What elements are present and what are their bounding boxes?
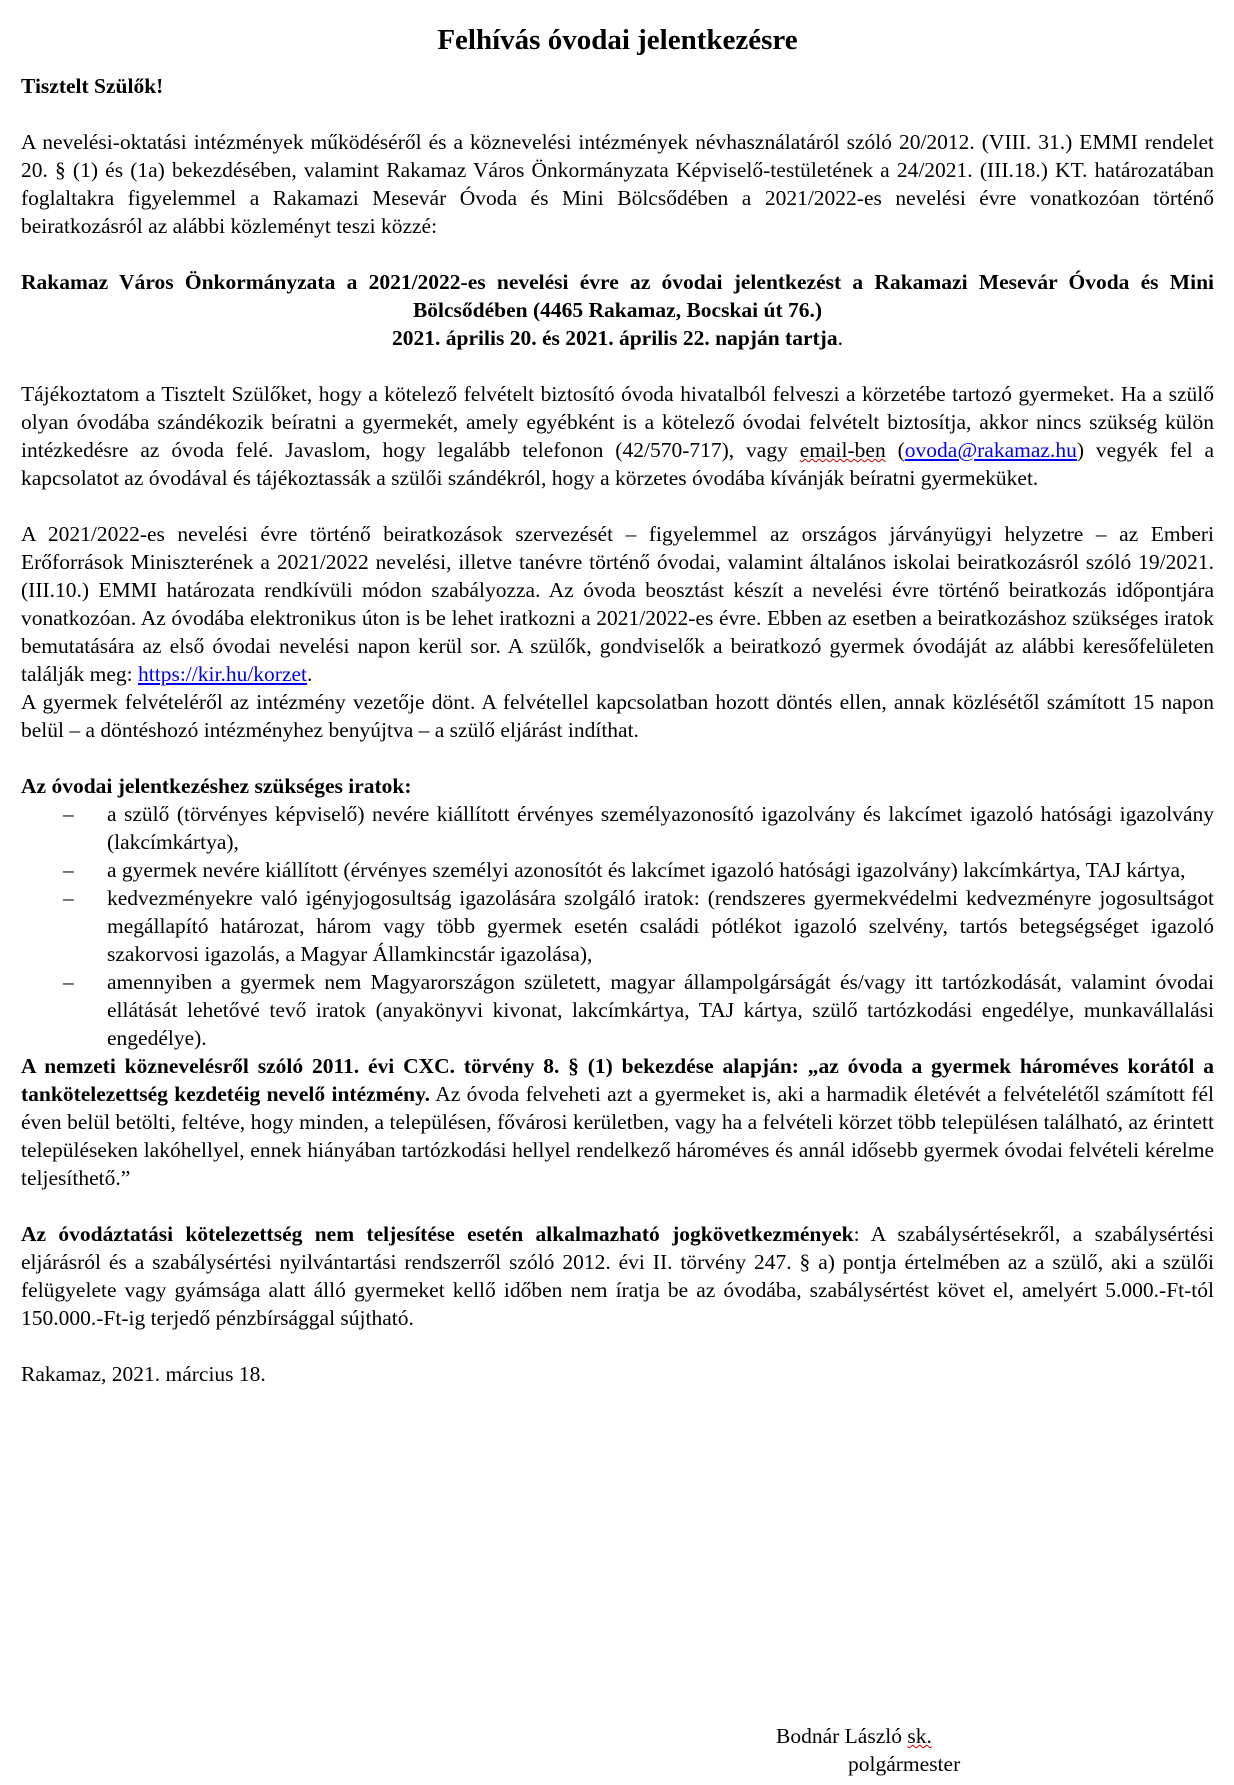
documents-list (21, 800, 1214, 1052)
document-title: Felhívás óvodai jelentkezésre (437, 24, 798, 56)
kir-link[interactable]: https://kir.hu/korzet (138, 662, 308, 686)
announcement-paragraph (21, 268, 1214, 324)
list-item: – a szülő (törvényes képviselő) nevére kiállított érvényes személyazonosító igazolvány és lakcímet igazoló hatósági igazolvány (lakcímkártya), (63, 802, 1214, 854)
list-item: – kedvezményekre való igényjogosultság igazolására szolgáló iratok: (rendszeres gyermekvédelmi kedvezményre jogosultságot megállapító határozat, három vagy több gyermek esetén családi pótlékot igazoló szelvény, tartós betegségséget igazoló szakorvosi igazolás, a Magyar Államkincstár igazolása), (63, 886, 1214, 966)
list-item: – a gyermek nevére kiállított (érvényes személyi azonosítót és lakcímet igazoló hatósági igazolvány) lakcímkártya, TAJ kártya, (63, 858, 1186, 882)
info-paragraph: Tájékoztatom a Tisztelt Szülőket, hogy a kötelező felvételt biztosító óvoda hivatalból felveszi a körzetébe tartozó gyermeket. Ha a szülő olyan óvodába szándékozik beíratni a gyermekét, amely egyébként is a kötelező óvodai felvételt biztosítja, akkor nincs szükség külön intézkedésre az óvoda felé. Javaslom, hogy legalább telefonon (42/570-717), vagy email-ben (ovoda@rakamaz.hu) vegyék fel a kapcsolatot az óvodával és tájékoztassák a szülői szándékról, hogy a körzetes óvodába kívánják beíratni gyermeküket. (21, 382, 1215, 490)
consequences-paragraph: Az óvodáztatási kötelezettség nem teljesítése esetén alkalmazható jogkövetkezmények: A szabálysértésekről, a szabálysértési eljárásról és a szabálysértési nyilvántartási rendszerről szóló 2012. évi II. törvény 247. § a) pontja értelmében az a szülő, aki a szülői felügyelete vagy gyámsága alatt álló gyermeket kellő időben nem íratja be az óvodába, szabálysértést követ el, amelyért 5.000.-Ft-tól 150.000.-Ft-ig terjedő pénzbírsággal sújtható. (21, 1222, 1214, 1330)
place-date: Rakamaz, 2021. március 18. (21, 1362, 266, 1386)
greeting: Tisztelt Szülők! (21, 74, 164, 98)
signature-name: Bodnár László sk. (776, 1724, 932, 1748)
email-link[interactable]: ovoda@rakamaz.hu (904, 438, 1077, 462)
list-item: – amennyiben a gyermek nem Magyarországon született, magyar állampolgárságát és/vagy itt tartózkodását, valamint óvodai ellátását lehetővé tevő iratok (anyakönyvi kivonat, lakcímkártya, TAJ kártya, szülő tartózkodási engedélye, munkavállalási engedélye). (63, 970, 1214, 1050)
documents-heading: Az óvodai jelentkezéshez szükséges iratok: (21, 774, 412, 798)
signature-role: polgármester (848, 1752, 961, 1776)
announcement-line1: Rakamaz Város Önkormányzata a 2021/2022-es nevelési évre az óvodai jelentkezést a Rakamazi Mesevár Óvoda és Mini Bölcsődében (4465 Rakamaz, Bocskai út 76.) (21, 270, 1214, 322)
announcement-dates: 2021. április 20. és 2021. április 22. napján tartja. (392, 326, 843, 350)
enrollment-paragraph: A 2021/2022-es nevelési évre történő beiratkozások szervezését – figyelemmel az országos járványügyi helyzetre – az Emberi Erőforrások Miniszterének a 2021/2022 nevelési, illetve tanévre történő óvodai, valamint általános iskolai beiratkozásról szóló 19/2021. (III.10.) EMMI határozata rendkívüli módon szabályozza. Az óvoda beosztást készít a nevelési évre történő beiratkozás időpontjára vonatkozóan. Az óvodába elektronikus úton is be lehet iratkozni a 2021/2022-es évre. Ebben az esetben a beiratkozáshoz szükséges iratok bemutatására az első óvodai nevelési napon kerül sor. A szülők, gondviselők a beiratkozó gyermek óvodáját az alábbi keresőfelületen találják meg: https://kir.hu/korzet. (21, 522, 1214, 686)
law-paragraph: A nemzeti köznevelésről szóló 2011. évi CXC. törvény 8. § (1) bekezdése alapján: „az óvoda a gyermek hároméves korától a tankötelezettség kezdetéig nevelő intézmény. Az óvoda felveheti azt a gyermeket is, aki a harmadik életévét a felvételétől számított fél éven belül betölti, feltéve, hogy minden, a településen, fővárosi kerületben, vagy ha a felvételi körzet több településen található, az érintett településeken lakóhellyel, ennek hiányában tartózkodási hellyel rendelkező hároméves és annál idősebb gyermek óvodai felvételi kérelme teljesíthető.” (21, 1054, 1214, 1190)
intro-paragraph: A nevelési-oktatási intézmények működéséről és a köznevelési intézmények névhasználatáról szóló 20/2012. (VIII. 31.) EMMI rendelet 20. § (1) és (1a) bekezdésében, valamint Rakamaz Város Önkormányzata Képviselő-testületének a 24/2021. (III.18.) KT. határozatában foglaltakra figyelemmel a Rakamazi Mesevár Óvoda és Mini Bölcsődében a 2021/2022-es nevelési évre vonatkozóan történő beiratkozásról az alábbi közleményt teszi közzé: (21, 130, 1214, 238)
decision-paragraph: A gyermek felvételéről az intézmény vezetője dönt. A felvétellel kapcsolatban hozott döntés ellen, annak közlésétől számított 15 napon belül – a döntéshozó intézményhez benyújtva – a szülő eljárást indíthat. (21, 690, 1214, 742)
email-label: email-ben (799, 438, 886, 462)
